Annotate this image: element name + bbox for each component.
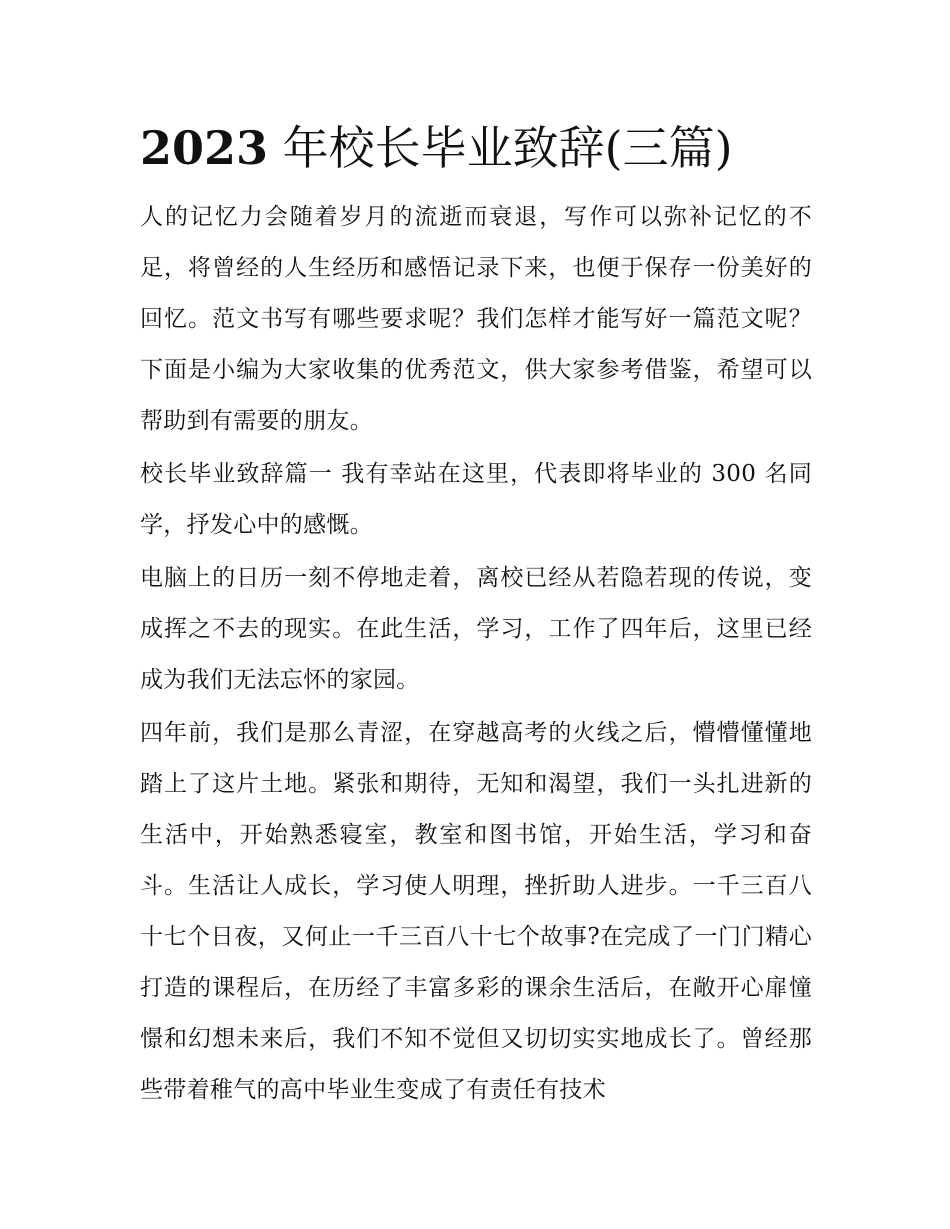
title-text: 年校长毕业致辞(三篇) — [268, 121, 733, 175]
paragraph-calendar: 电脑上的日历一刻不停地走着，离校已经从若隐若现的传说，变成挥之不去的现实。在此生活，学习，工作了四年后，这里已经成为我们无法忘怀的家园。 — [140, 565, 812, 693]
document-title — [140, 118, 812, 178]
paragraph-speech-opening: 校长毕业致辞篇一 我有幸站在这里，代表即将毕业的 300 名同学，抒发心中的感慨。 — [140, 461, 812, 538]
document-body — [140, 118, 812, 1118]
paragraph-intro: 人的记忆力会随着岁月的流逝而衰退，写作可以弥补记忆的不足，将曾经的人生经历和感悟记录下来，也便于保存一份美好的回忆。范文书写有哪些要求呢？我们怎样才能写好一篇范文呢？下面是小编为大家收集的优秀范文，供大家参考借鉴，希望可以帮助到有需要的朋友。 — [140, 204, 812, 434]
title-year: 2023 — [140, 121, 269, 175]
paragraph-four-years: 四年前，我们是那么青涩，在穿越高考的火线之后，懵懵懂懂地踏上了这片土地。紧张和期待，无知和渴望，我们一头扎进新的生活中，开始熟悉寝室，教室和图书馆，开始生活，学习和奋斗。生活让人成长，学习使人明理，挫折助人进步。一千三百八十七个日夜，又何止一千三百八十七个故事?在完成了一门门精心打造的课程后，在历经了丰富多彩的课余生活后，在敞开心扉憧憬和幻想未来后，我们不知不觉但又切切实实地成长了。曾经那些带着稚气的高中毕业生变成了有责任有技术 — [140, 720, 812, 1103]
